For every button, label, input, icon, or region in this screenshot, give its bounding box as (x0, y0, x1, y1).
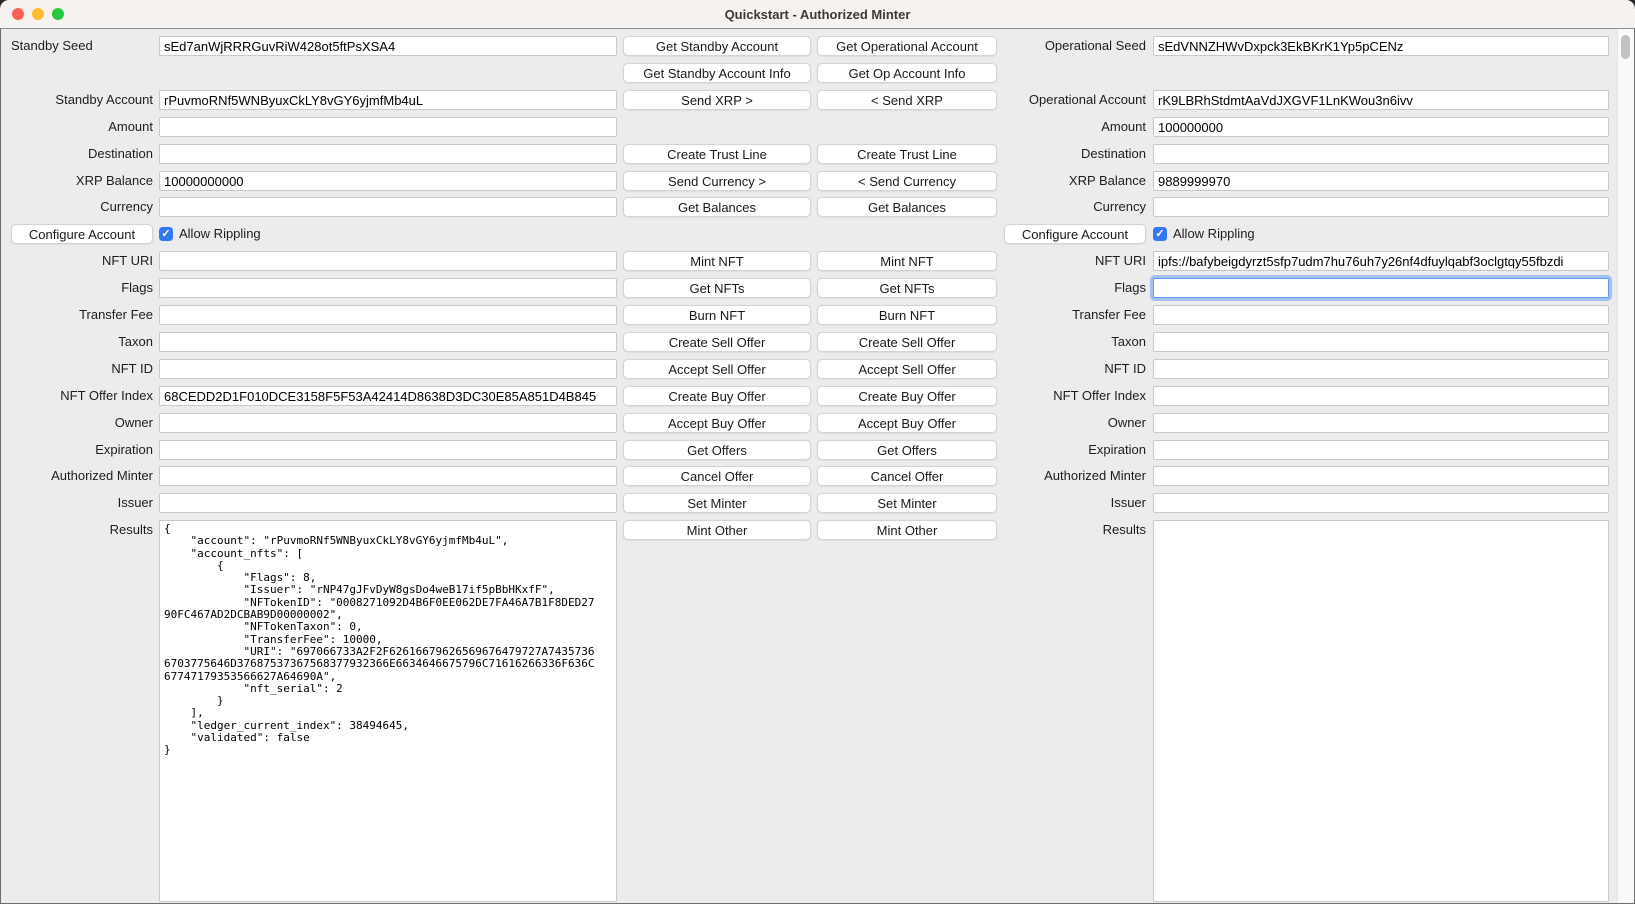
op-transfer-fee-label: Transfer Fee (1072, 307, 1146, 322)
op-nft-uri-label: NFT URI (1094, 253, 1146, 268)
op-owner-label: Owner (1107, 415, 1146, 430)
standby-xrp-balance-field[interactable] (159, 171, 617, 191)
standby-transfer-fee-label: Transfer Fee (79, 307, 153, 322)
standby-expiration-label: Expiration (95, 442, 153, 457)
standby-nft-offer-index-field[interactable] (159, 386, 617, 406)
op-currency-field[interactable] (1153, 197, 1609, 217)
standby-create-buy-offer-button[interactable]: Create Buy Offer (623, 386, 811, 406)
standby-get-standby-account-button[interactable]: Get Standby Account (623, 36, 811, 56)
minimize-button[interactable] (32, 8, 44, 20)
op-nft-id-field[interactable] (1153, 359, 1609, 379)
standby-amount-label: Amount (108, 119, 153, 134)
standby-accept-buy-offer-button[interactable]: Accept Buy Offer (623, 413, 811, 433)
op-send-currency-button[interactable]: < Send Currency (817, 171, 997, 191)
standby-send-xrp-button[interactable]: Send XRP > (623, 90, 811, 110)
standby-transfer-fee-field[interactable] (159, 305, 617, 325)
standby-standby-seed-label: Standby Seed (11, 38, 93, 53)
op-results-label: Results (1102, 522, 1146, 537)
standby-burn-nft-button[interactable]: Burn NFT (623, 305, 811, 325)
op-cancel-offer-button[interactable]: Cancel Offer (817, 466, 997, 486)
standby-authorized-minter-field[interactable] (159, 466, 617, 486)
op-mint-nft-button[interactable]: Mint NFT (817, 251, 997, 271)
standby-create-sell-offer-button[interactable]: Create Sell Offer (623, 332, 811, 352)
op-destination-label: Destination (1080, 146, 1146, 161)
standby-owner-label: Owner (114, 415, 153, 430)
op-get-nfts-button[interactable]: Get NFTs (817, 278, 997, 298)
standby-taxon-label: Taxon (118, 334, 153, 349)
standby-allow-rippling-checkbox[interactable]: ✓ (159, 227, 173, 241)
op-issuer-label: Issuer (1110, 495, 1146, 510)
standby-get-nfts-button[interactable]: Get NFTs (623, 278, 811, 298)
standby-mint-other-button[interactable]: Mint Other (623, 520, 811, 540)
standby-send-currency-button[interactable]: Send Currency > (623, 171, 811, 191)
standby-destination-field[interactable] (159, 144, 617, 164)
op-xrp-balance-field[interactable] (1153, 171, 1609, 191)
standby-authorized-minter-label: Authorized Minter (51, 468, 153, 483)
op-currency-label: Currency (1093, 199, 1146, 214)
standby-allow-rippling-label: Allow Rippling (179, 226, 261, 241)
standby-currency-field[interactable] (159, 197, 617, 217)
standby-results-textarea[interactable] (159, 520, 617, 902)
standby-set-minter-button[interactable]: Set Minter (623, 493, 811, 513)
op-send-xrp-button[interactable]: < Send XRP (817, 90, 997, 110)
standby-get-standby-account-info-button[interactable]: Get Standby Account Info (623, 63, 811, 83)
op-flags-field[interactable] (1153, 278, 1609, 298)
standby-nft-id-label: NFT ID (111, 361, 153, 376)
op-allow-rippling-label: Allow Rippling (1173, 226, 1255, 241)
op-nft-offer-index-field[interactable] (1153, 386, 1609, 406)
op-xrp-balance-label: XRP Balance (1068, 173, 1146, 188)
standby-nft-uri-label: NFT URI (101, 253, 153, 268)
op-operational-account-label: Operational Account (1028, 92, 1146, 107)
op-expiration-label: Expiration (1088, 442, 1146, 457)
op-mint-other-button[interactable]: Mint Other (817, 520, 997, 540)
form-area (0, 28, 1635, 904)
op-authorized-minter-field[interactable] (1153, 466, 1609, 486)
standby-accept-sell-offer-button[interactable]: Accept Sell Offer (623, 359, 811, 379)
op-create-trust-line-button[interactable]: Create Trust Line (817, 144, 997, 164)
op-transfer-fee-field[interactable] (1153, 305, 1609, 325)
op-authorized-minter-label: Authorized Minter (1044, 468, 1146, 483)
op-create-buy-offer-button[interactable]: Create Buy Offer (817, 386, 997, 406)
standby-taxon-field[interactable] (159, 332, 617, 352)
standby-standby-seed-field[interactable] (159, 36, 617, 56)
standby-flags-label: Flags (121, 280, 153, 295)
op-expiration-field[interactable] (1153, 440, 1609, 460)
scrollbar-thumb[interactable] (1621, 35, 1630, 59)
standby-flags-field[interactable] (159, 278, 617, 298)
standby-issuer-label: Issuer (117, 495, 153, 510)
op-operational-account-field[interactable] (1153, 90, 1609, 110)
op-operational-seed-label: Operational Seed (1044, 38, 1146, 53)
standby-standby-account-label: Standby Account (55, 92, 153, 107)
standby-get-balances-button[interactable]: Get Balances (623, 197, 811, 217)
op-nft-offer-index-label: NFT Offer Index (1053, 388, 1146, 403)
standby-get-offers-button[interactable]: Get Offers (623, 440, 811, 460)
op-issuer-field[interactable] (1153, 493, 1609, 513)
standby-xrp-balance-label: XRP Balance (75, 173, 153, 188)
op-results-textarea[interactable] (1153, 520, 1609, 902)
op-accept-sell-offer-button[interactable]: Accept Sell Offer (817, 359, 997, 379)
standby-cancel-offer-button[interactable]: Cancel Offer (623, 466, 811, 486)
op-nft-uri-field[interactable] (1153, 251, 1609, 271)
standby-amount-field[interactable] (159, 117, 617, 137)
op-owner-field[interactable] (1153, 413, 1609, 433)
op-get-offers-button[interactable]: Get Offers (817, 440, 997, 460)
op-burn-nft-button[interactable]: Burn NFT (817, 305, 997, 325)
op-destination-field[interactable] (1153, 144, 1609, 164)
standby-nft-offer-index-label: NFT Offer Index (60, 388, 153, 403)
op-flags-label: Flags (1114, 280, 1146, 295)
op-accept-buy-offer-button[interactable]: Accept Buy Offer (817, 413, 997, 433)
op-get-operational-account-button[interactable]: Get Operational Account (817, 36, 997, 56)
op-taxon-label: Taxon (1111, 334, 1146, 349)
op-operational-seed-field[interactable] (1153, 36, 1609, 56)
zoom-button[interactable] (52, 8, 64, 20)
standby-configure-account-button[interactable]: Configure Account (11, 224, 153, 244)
op-get-op-account-info-button[interactable]: Get Op Account Info (817, 63, 997, 83)
standby-nft-uri-field[interactable] (159, 251, 617, 271)
op-create-sell-offer-button[interactable]: Create Sell Offer (817, 332, 997, 352)
standby-currency-label: Currency (100, 199, 153, 214)
op-amount-field[interactable] (1153, 117, 1609, 137)
standby-standby-account-field[interactable] (159, 90, 617, 110)
standby-mint-nft-button[interactable]: Mint NFT (623, 251, 811, 271)
standby-create-trust-line-button[interactable]: Create Trust Line (623, 144, 811, 164)
standby-issuer-field[interactable] (159, 493, 617, 513)
window-title: Quickstart - Authorized Minter (724, 6, 911, 22)
titlebar (0, 0, 1635, 28)
op-amount-label: Amount (1101, 119, 1146, 134)
standby-nft-id-field[interactable] (159, 359, 617, 379)
op-set-minter-button[interactable]: Set Minter (817, 493, 997, 513)
close-button[interactable] (12, 8, 24, 20)
op-configure-account-button[interactable]: Configure Account (1004, 224, 1146, 244)
window-controls (12, 8, 64, 20)
standby-owner-field[interactable] (159, 413, 617, 433)
standby-destination-label: Destination (87, 146, 153, 161)
standby-expiration-field[interactable] (159, 440, 617, 460)
scrollbar[interactable] (1617, 29, 1634, 903)
standby-results-label: Results (109, 522, 153, 537)
op-allow-rippling-checkbox[interactable]: ✓ (1153, 227, 1167, 241)
op-nft-id-label: NFT ID (1104, 361, 1146, 376)
op-get-balances-button[interactable]: Get Balances (817, 197, 997, 217)
op-taxon-field[interactable] (1153, 332, 1609, 352)
